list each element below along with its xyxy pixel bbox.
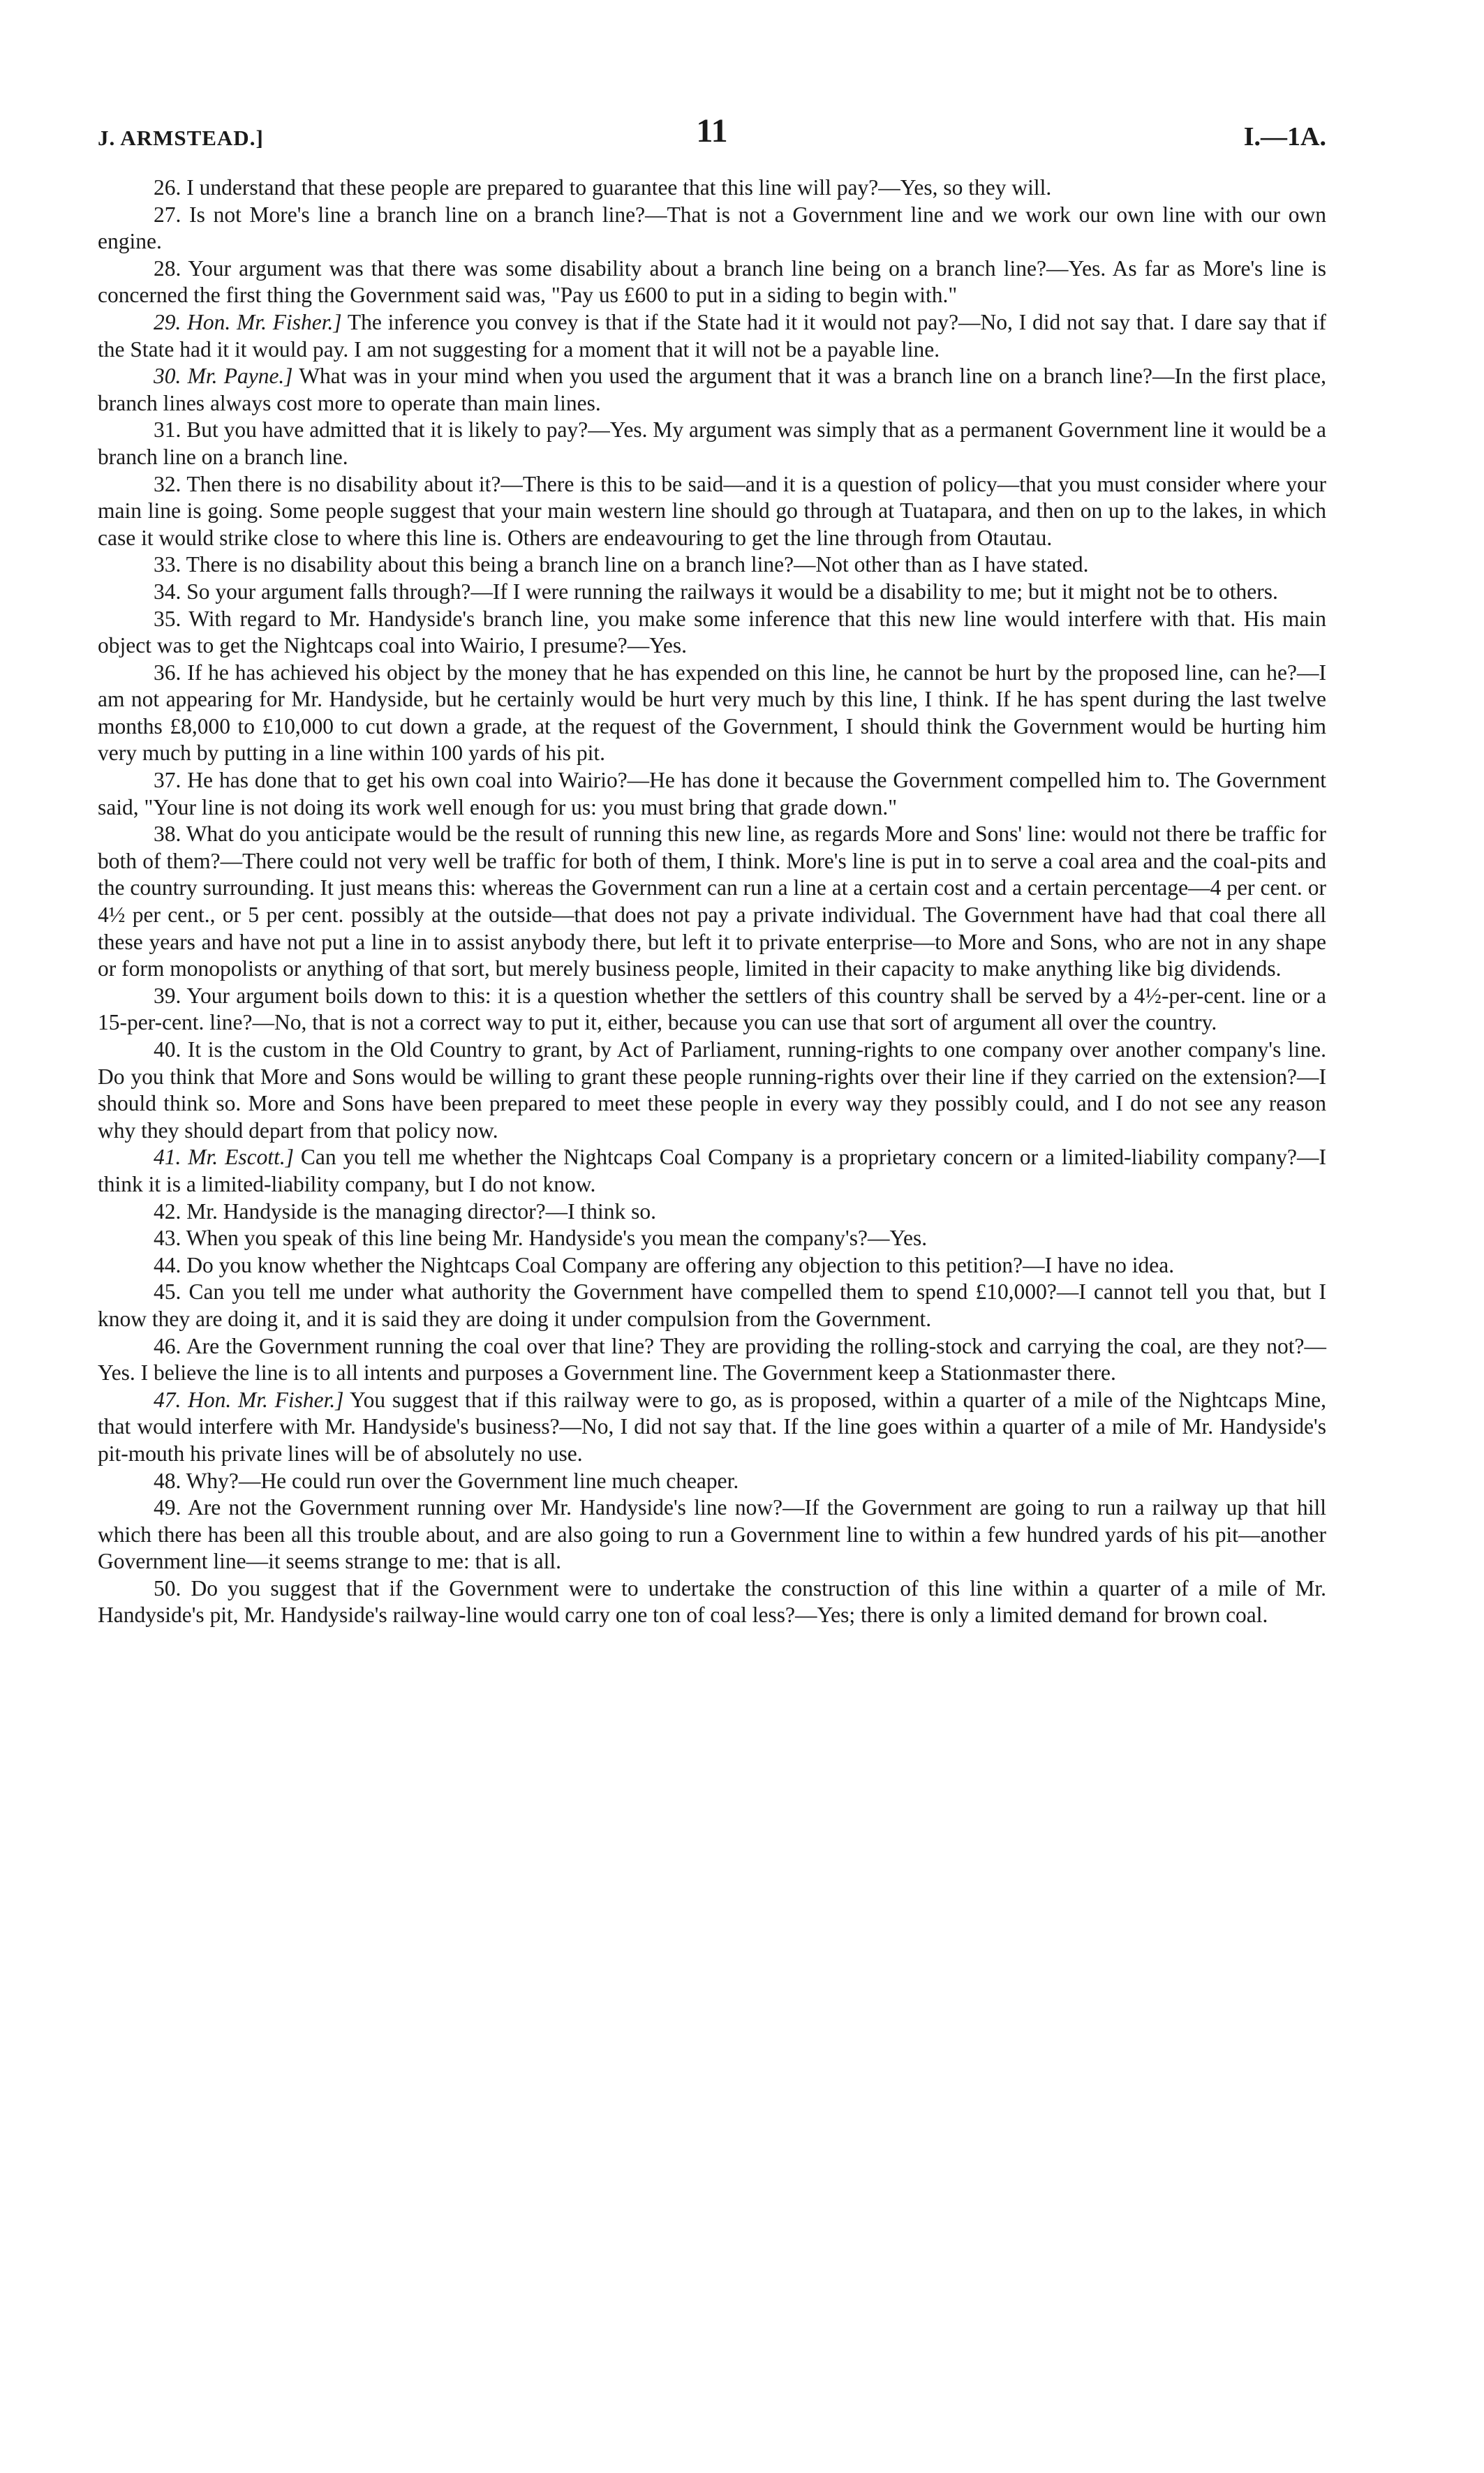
witness-name: J. ARMSTEAD.] <box>98 126 264 150</box>
question-paragraph: 41. Mr. Escott.] Can you tell me whether the Nightcaps Coal Company is a proprietary concern or a limited-liability company?—I think it is a limited-liability company, but I do not know. <box>98 1145 1327 1196</box>
question-paragraph: 31. But you have admitted that it is likely to pay?—Yes. My argument was simply that as a permanent Government line it would be a branch line on a branch line. <box>98 417 1326 469</box>
question-paragraph: 33. There is no disability about this being a branch line on a branch line?—Not other than as I have stated. <box>154 552 1089 577</box>
minutes-of-evidence <box>98 174 1326 1629</box>
question-paragraph: 26. I understand that these people are prepared to guarantee that this line will pay?—Yes, so they will. <box>154 175 1052 200</box>
question-paragraph: 46. Are the Government running the coal over that line? They are providing the rolling-stock and carrying the coal, are they not?—Yes. I believe the line is to all intents and purposes a Government line. The Government keep a Stationmaster there. <box>98 1333 1326 1386</box>
question-paragraph: 38. What do you anticipate would be the result of running this new line, as regards More and Sons' line: would not there be traffic for both of them?—There could not very well be traffic for both of them, I think. More's line is put in to serve a coal area and the coal-pits and the country surrounding. It just means this: whereas the Government can run a line at a certain cost and a certain percentage—4 per cent. or 4½ per cent., or 5 per cent. possibly at the outside—that does not pay a private individual. The Government have had that coal there all these years and have not put a line in to assist anybody there, but left it to private enterprise—to More and Sons, who are not in any shape or form monopolists or anything of that sort, but merely business people, limited in their capacity to make anything like big dividends. <box>98 822 1326 981</box>
question-paragraph: 32. Then there is no disability about it?—There is this to be said—and it is a question of policy—that you must consider where your main line is going. Some people suggest that your main western line should go through at Tuatapara, and then on up to the lakes, in which case it would strike close to where this line is. Others are endeavouring to get the line through from Otautau. <box>98 471 1326 550</box>
question-paragraph: 42. Mr. Handyside is the managing director?—I think so. <box>154 1198 656 1224</box>
question-paragraph: 28. Your argument was that there was some disability about a branch line being on a branch line?—Yes. As far as More's line is concerned the first thing the Government said was, "Pay us £600 to put in a siding to begin with." <box>98 255 1326 308</box>
question-paragraph: 34. So your argument falls through?—If I were running the railways it would be a disability to me; but it might not be to others. <box>154 579 1278 604</box>
question-paragraph: 47. Hon. Mr. Fisher.] You suggest that if this railway were to go, as is proposed, within a quarter of a mile of the Nightcaps Mine, that would interfere with Mr. Handyside's business?—No, I did not say that. If the line goes within a quarter of a mile of Mr. Handyside's pit-mouth his private lines will be of absolutely no use. <box>98 1387 1326 1466</box>
question-paragraph: 45. Can you tell me under what authority the Government have compelled them to spend £10,000?—I cannot tell you that, but I know they are doing it, and it is said they are doing it under compulsion from the Government. <box>98 1279 1326 1331</box>
question-paragraph: 30. Mr. Payne.] What was in your mind when you used the argument that it was a branch line on a branch line?—In the first place, branch lines always cost more to operate than main lines. <box>98 364 1326 415</box>
paper-reference: I.—1A. <box>1243 122 1326 151</box>
question-paragraph: 29. Hon. Mr. Fisher.] The inference you convey is that if the State had it it would not pay?—No, I did not say that. I dare say that if the State had it it would pay. I am not suggesting for a moment that it will not be a payable line. <box>98 309 1326 362</box>
question-paragraph: 43. When you speak of this line being Mr. Handyside's you mean the company's?—Yes. <box>154 1226 928 1251</box>
question-paragraph: 39. Your argument boils down to this: it is a question whether the settlers of this country shall be served by a 4½-per-cent. line or a 15-per-cent. line?—No, that is not a correct way to put it, either, because you can use that sort of argument all over the country. <box>98 983 1326 1035</box>
question-paragraph: 48. Why?—He could run over the Government line much cheaper. <box>154 1468 739 1493</box>
question-paragraph: 50. Do you suggest that if the Government were to undertake the construction of this line within a quarter of a mile of Mr. Handyside's pit, Mr. Handyside's railway-line would carry one ton of coal less?—Yes; there is only a limited demand for brown coal. <box>98 1575 1326 1628</box>
page-number: 11 <box>696 112 728 149</box>
question-paragraph: 35. With regard to Mr. Handyside's branch line, you make some inference that this new line would interfere with that. His main object was to get the Nightcaps coal into Wairio, I presume?—Yes. <box>98 606 1326 658</box>
question-paragraph: 44. Do you know whether the Nightcaps Coal Company are offering any objection to this petition?—I have no idea. <box>154 1252 1175 1277</box>
question-paragraph: 40. It is the custom in the Old Country to grant, by Act of Parliament, running-rights to one company over another company's line. Do you think that More and Sons would be willing to grant these people running-rights over their line if they carried on the extension?—I should think so. More and Sons have been prepared to meet these people in every way they possibly could, and I do not see any reason why they should depart from that policy now. <box>98 1037 1326 1143</box>
page-header <box>98 112 1326 174</box>
document-page <box>98 112 1326 1629</box>
question-paragraph: 27. Is not More's line a branch line on a branch line?—That is not a Government line and we work our own line with our own engine. <box>98 202 1326 254</box>
question-paragraph: 49. Are not the Government running over Mr. Handyside's line now?—If the Government are going to run a railway up that hill which there has been all this trouble about, and are also going to run a Government line to within a few hundred yards of his pit—another Government line—it seems strange to me: that is all. <box>98 1495 1326 1574</box>
question-paragraph: 36. If he has achieved his object by the money that he has expended on this line, he cannot be hurt by the proposed line, can he?—I am not appearing for Mr. Handyside, but he certainly would be hurt very much by this line, I think. If he has spent during the last twelve months £8,000 to £10,000 to cut down a grade, at the request of the Government, I should think the Government would be hurting him very much by putting in a line within 100 yards of his pit. <box>98 660 1326 766</box>
question-paragraph: 37. He has done that to get his own coal into Wairio?—He has done it because the Government compelled him to. The Government said, "Your line is not doing its work well enough for us: you must bring that grade down." <box>98 768 1326 819</box>
